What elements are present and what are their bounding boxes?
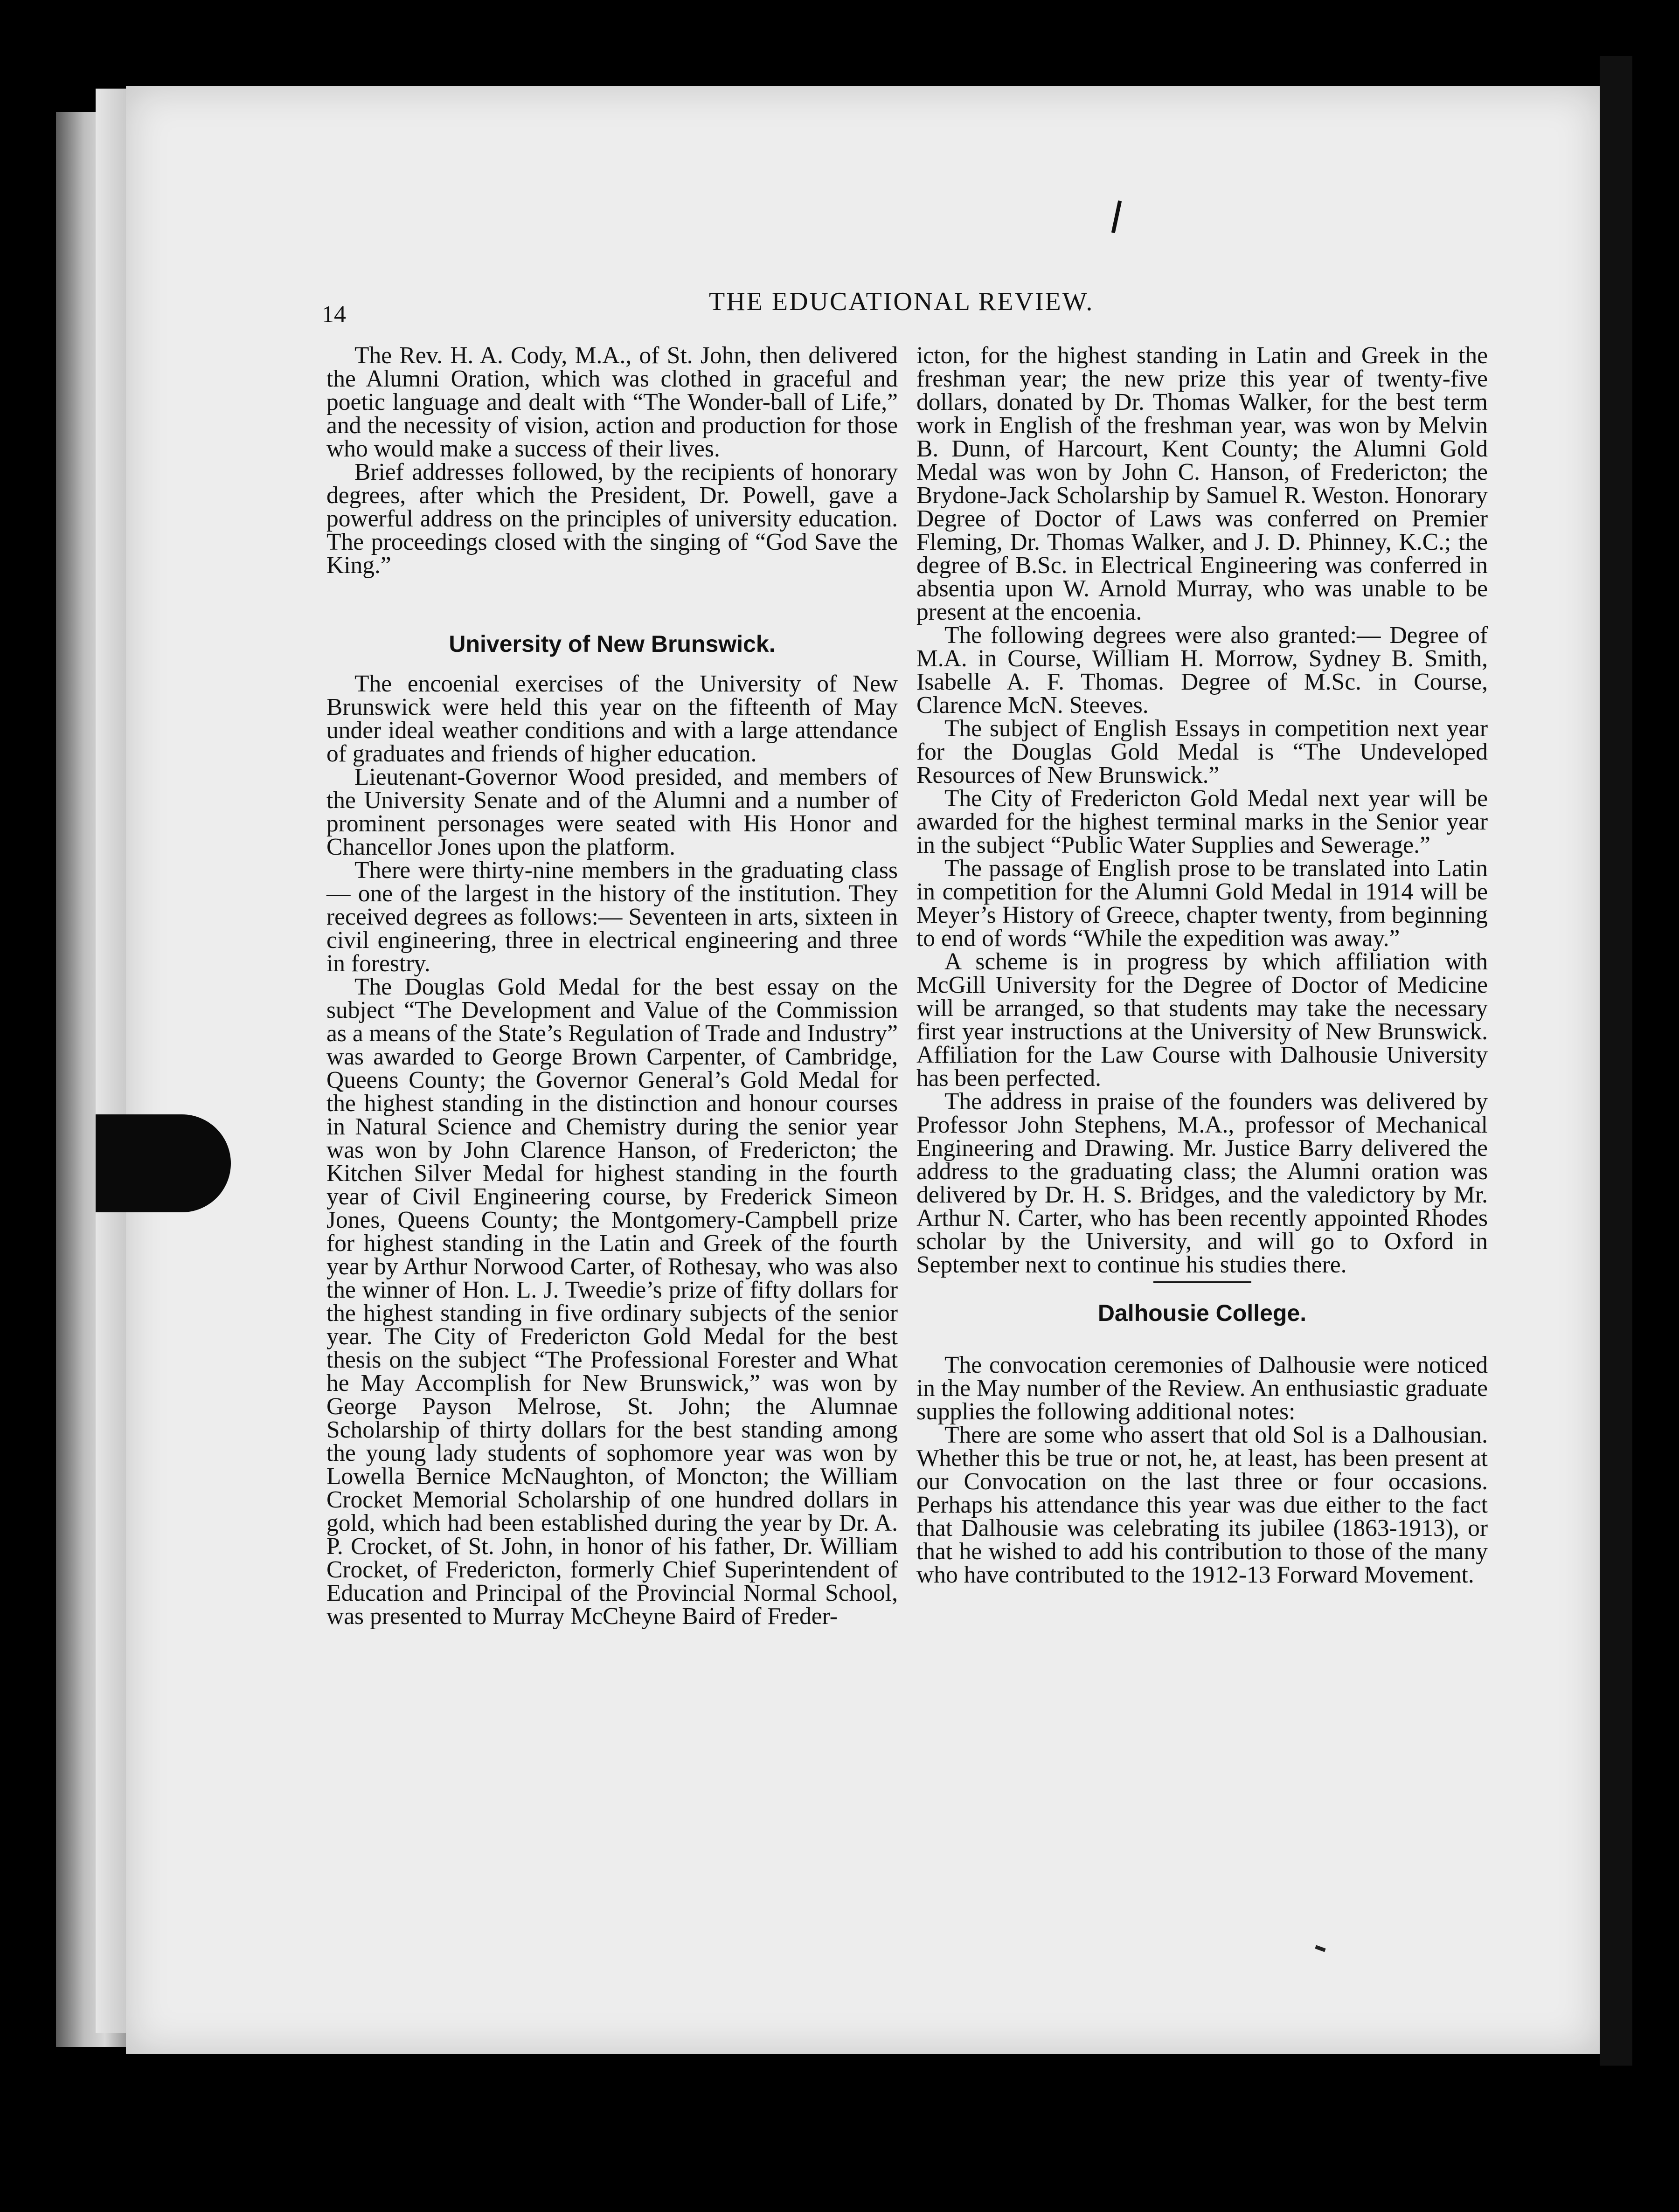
running-head: THE EDUCATIONAL REVIEW.: [709, 287, 1094, 316]
paragraph: The Rev. H. A. Cody, M.A., of St. John, then delivered the Alumni Oration, which was clothed in graceful and poetic language and dealt with “The Wonder-ball of Life,” and the necessity of vision, action and production for those who would make a success of their lives.: [326, 342, 898, 462]
section-heading-unb: University of New Brunswick.: [449, 631, 776, 657]
paragraph: The Douglas Gold Medal for the best essay on the subject “The Development and Value of the Commission as a means of the State’s Regulation of Trade and Industry” was awarded to George Brown Carpenter, of Cambridge, Queens County; the Governor General’s Gold Medal for the highest standing in the distinction and honour courses in Natural Science and Chemistry during the senior year was won by John Clarence Hanson, of Fredericton; the Kitchen Silver Medal for highest standing in the fourth year of Civil Engineering course, by Frederick Simeon Jones, Queens County; the Montgomery-Campbell prize for highest standing in the Latin and Greek of the fourth year by Arthur Norwood Carter, of Rothesay, who was also the winner of Hon. L. J. Tweedie’s prize of fifty dollars for the highest standing in five ordinary subjects of the senior year. The City of Fredericton Gold Medal for the best thesis on the subject “The Professional Forester and What he May Accomplish for New Brunswick,” was won by George Payson Melrose, St. John; the Alumnae Scholarship of thirty dollars for the best standing among the young lady students of sophomore year was won by Lowella Bernice McNaughton, of Moncton; the William Crocket Memorial Scholarship of one hundred dollars in gold, which had been established during the year by Dr. A. P. Crocket, of St. John, in honor of his father, Dr. William Crocket, of Fredericton, formerly Chief Superintendent of Education and Principal of the Provincial Normal School, was presented to Murray McCheyne Baird of Freder-: [326, 974, 898, 1630]
left-column: [326, 344, 898, 1628]
book-page-edges: [96, 89, 128, 2033]
paragraph: Brief addresses followed, by the recipients of honorary degrees, after which the President, Dr. Powell, gave a powerful address on the principles of university education. The proceedings closed with the singing of “God Save the King.”: [326, 459, 898, 579]
paragraph: The subject of English Essays in competition next year for the Douglas Gold Medal is “The Undeveloped Resources of New Brunswick.”: [916, 715, 1488, 788]
paragraph: A scheme is in progress by which affiliation with McGill University for the Degree of Doctor of Medicine will be arranged, so that students may take the necessary first year instructions at the University of New Brunswick. Affiliation for the Law Course with Dalhousie University has been perfected.: [916, 948, 1488, 1092]
paragraph: There were thirty-nine members in the graduating class — one of the largest in the history of the institution. They received degrees as follows:— Seventeen in arts, sixteen in civil engineering, three in electrical engineering and three in forestry.: [326, 857, 898, 977]
paragraph: The encoenial exercises of the University of New Brunswick were held this year on the fifteenth of May under ideal weather conditions and with a large attendance of graduates and friends of higher education.: [326, 671, 898, 767]
paragraph-continued: icton, for the highest standing in Latin and Greek in the freshman year; the new prize this year of twenty-five dollars, donated by Dr. Thomas Walker, for the best term work in English of the freshman year, was won by Melvin B. Dunn, of Harcourt, Kent County; the Alumni Gold Medal was won by John C. Hanson, of Fredericton; the Brydone-Jack Scholarship by Samuel R. Weston. Honorary Degree of Doctor of Laws was conferred on Premier Fleming, Dr. Thomas Walker, and J. D. Phinney, K.C.; the degree of B.Sc. in Electrical Engineering was conferred in absentia upon W. Arnold Murray, who was unable to be present at the encoenia.: [916, 342, 1488, 625]
section-divider: [1153, 1281, 1251, 1283]
paragraph: The convocation ceremonies of Dalhousie were noticed in the May number of the Review. An enthusiastic graduate supplies the following additional notes:: [916, 1352, 1488, 1425]
page-number: 14: [322, 301, 346, 328]
paragraph: The passage of English prose to be translated into Latin in competition for the Alumni Gold Medal in 1914 will be Meyer’s History of Greece, chapter twenty, from beginning to end of words “While the expedition was away.”: [916, 855, 1488, 952]
paragraph: The City of Fredericton Gold Medal next year will be awarded for the highest terminal marks in the Senior year in the subject “Public Water Supplies and Sewerage.”: [916, 785, 1488, 858]
section-heading-dalhousie: Dalhousie College.: [1097, 1300, 1307, 1326]
book-right-edge: [1600, 56, 1632, 2066]
paragraph: The following degrees were also granted:— Degree of M.A. in Course, William H. Morrow, Sydney B. Smith, Isabelle A. F. Thomas. Degree of M.Sc. in Course, Clarence McN. Steeves.: [916, 622, 1488, 719]
paragraph: Lieutenant-Governor Wood presided, and members of the University Senate and of the Alumni and a number of prominent personages were seated with His Honor and Chancellor Jones upon the platform.: [326, 764, 898, 860]
paragraph: There are some who assert that old Sol is a Dalhousian. Whether this be true or not, he, at least, has been present at our Convocation on the last three or four occasions. Perhaps his attendance this year was due either to the fact that Dalhousie was celebrating its jubilee (1863-1913), or that he wished to add his contribution to those of the many who have contributed to the 1912-13 Forward Movement.: [916, 1422, 1488, 1588]
paragraph: The address in praise of the founders was delivered by Professor John Stephens, M.A., professor of Mechanical Engineering and Drawing. Mr. Justice Barry delivered the address to the graduating class; the Alumni oration was delivered by Dr. H. S. Bridges, and the valedictory by Mr. Arthur N. Carter, who has been recently appointed Rhodes scholar by the University, and will go to Oxford in September next to continue his studies there.: [916, 1088, 1488, 1278]
page-holder-clip: [96, 1114, 231, 1212]
right-column: [916, 344, 1488, 1587]
